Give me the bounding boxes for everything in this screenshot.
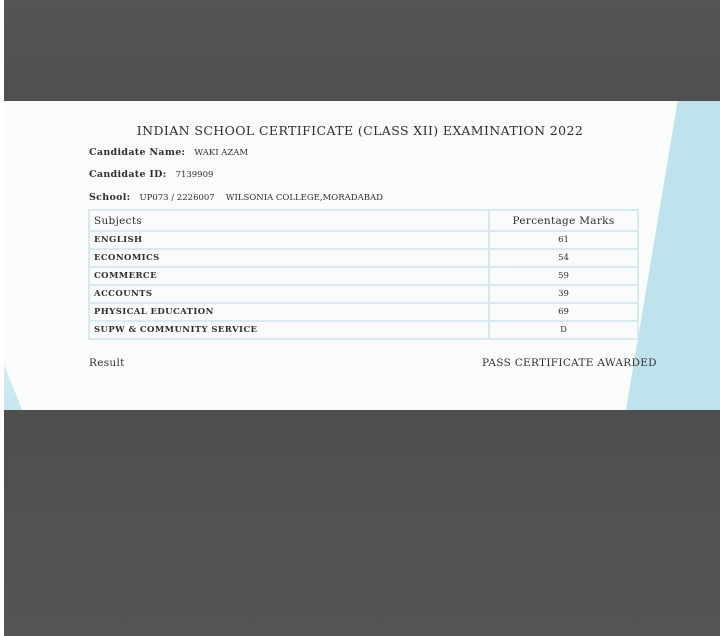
marks-table	[88, 209, 639, 340]
document-accent-left	[4, 101, 22, 410]
mark-cell: 39	[489, 285, 638, 303]
subject-cell: ACCOUNTS	[89, 285, 489, 303]
top-dark-band	[4, 0, 720, 101]
subject-cell: ENGLISH	[89, 231, 489, 249]
table-row	[89, 321, 638, 339]
table-row	[89, 303, 638, 321]
subject-cell: ECONOMICS	[89, 249, 489, 267]
mark-cell: D	[489, 321, 638, 339]
candidate-name-value: WAKI AZAM	[194, 148, 249, 158]
candidate-name-row	[89, 147, 248, 158]
subjects-header: Subjects	[89, 210, 489, 231]
certificate-title: INDIAN SCHOOL CERTIFICATE (CLASS XII) EXAMINATION 2022	[136, 123, 584, 138]
candidate-id-value: 7139909	[175, 170, 214, 180]
school-code: UP073 / 2226007	[139, 193, 215, 203]
mark-cell: 69	[489, 303, 638, 321]
candidate-id-row	[89, 169, 213, 180]
candidate-name-label: Candidate Name:	[89, 147, 186, 158]
subject-cell: SUPW & COMMUNITY SERVICE	[89, 321, 489, 339]
subject-cell: COMMERCE	[89, 267, 489, 285]
percentage-header: Percentage Marks	[489, 210, 638, 231]
school-label: School:	[89, 192, 131, 203]
school-row	[89, 192, 383, 203]
candidate-id-label: Candidate ID:	[89, 169, 167, 180]
table-row	[89, 249, 638, 267]
school-name: WILSONIA COLLEGE,MORADABAD	[225, 193, 383, 203]
result-value: PASS CERTIFICATE AWARDED	[482, 357, 657, 369]
subject-cell: PHYSICAL EDUCATION	[89, 303, 489, 321]
mark-cell: 59	[489, 267, 638, 285]
mark-cell: 54	[489, 249, 638, 267]
result-label: Result	[89, 357, 125, 369]
bottom-dark-band	[4, 410, 720, 636]
table-row	[89, 267, 638, 285]
table-header-row	[89, 210, 638, 231]
mark-cell: 61	[489, 231, 638, 249]
table-row	[89, 285, 638, 303]
table-row	[89, 231, 638, 249]
